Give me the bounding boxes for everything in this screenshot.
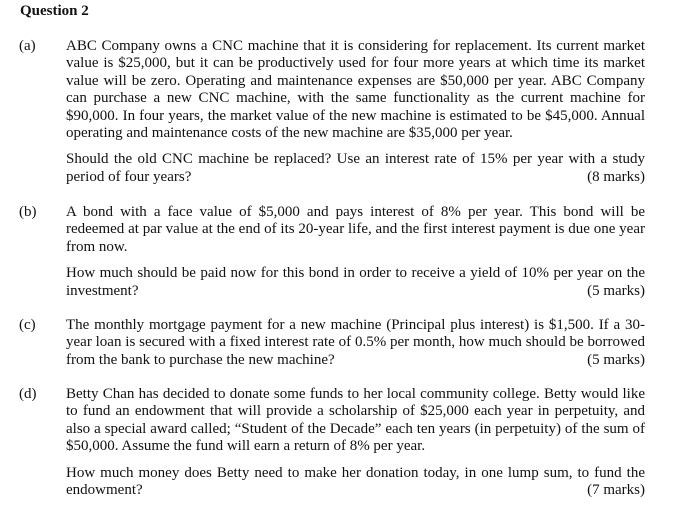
question-title: Question 2 bbox=[20, 3, 89, 19]
marks-label: (8 marks) bbox=[587, 168, 645, 185]
marks-label: (7 marks) bbox=[587, 482, 645, 499]
question-text: The monthly mortgage payment for a new machine (Principal plus interest) is $1,500. If a 30-year loan is secured with a fixed interest rate of 0.5% per month, how much should be borrowed from the bank to purchase the new machine? bbox=[66, 317, 645, 368]
part-text: Betty Chan has decided to donate some funds to her local community college. Betty would like to fund an endowment that will provide a scholarship of $25,000 each year in perpetuity, and also a special award called; “Student of the Decade” each ten years (in perpetuity) of the sum of $50,000. Assume the fund will earn a return of 8% per year. bbox=[66, 386, 645, 455]
part-label: (b) bbox=[19, 204, 37, 220]
part-question bbox=[66, 265, 645, 300]
question-text: How much money does Betty need to make her donation today, in one lump sum, to fund the endowment? bbox=[66, 464, 645, 499]
part-label: (a) bbox=[19, 38, 36, 54]
part-question bbox=[66, 317, 645, 369]
part-text: ABC Company owns a CNC machine that it is considering for replacement. Its current market value is $25,000, but it can be productively used for four more years at which time its market value will be zero. Operating and maintenance expenses are $50,000 per year. ABC Company can purchase a new CNC machine, with the same functionality as the current machine for $90,000. In four years, the market value of the new machine is estimated to be $45,000. Annual operating and maintenance costs of the new machine are $35,000 per year. bbox=[66, 38, 645, 142]
part-question bbox=[66, 465, 645, 500]
question-text: How much should be paid now for this bond in order to receive a yield of 10% per year on the investment? bbox=[66, 265, 645, 299]
part-question bbox=[66, 151, 645, 186]
part-label: (d) bbox=[19, 386, 37, 402]
question-text: Should the old CNC machine be replaced? Use an interest rate of 15% per year with a study period of four years? bbox=[66, 151, 645, 185]
marks-label: (5 marks) bbox=[587, 282, 645, 299]
part-label: (c) bbox=[19, 317, 36, 333]
part-body bbox=[66, 204, 645, 300]
part-body bbox=[66, 317, 645, 369]
part-body bbox=[66, 386, 645, 499]
part-body bbox=[66, 38, 645, 186]
marks-label: (5 marks) bbox=[587, 351, 645, 368]
part-text: A bond with a face value of $5,000 and pays interest of 8% per year. This bond will be redeemed at par value at the end of its 20-year life, and the first interest payment is due one year from now. bbox=[66, 204, 645, 255]
